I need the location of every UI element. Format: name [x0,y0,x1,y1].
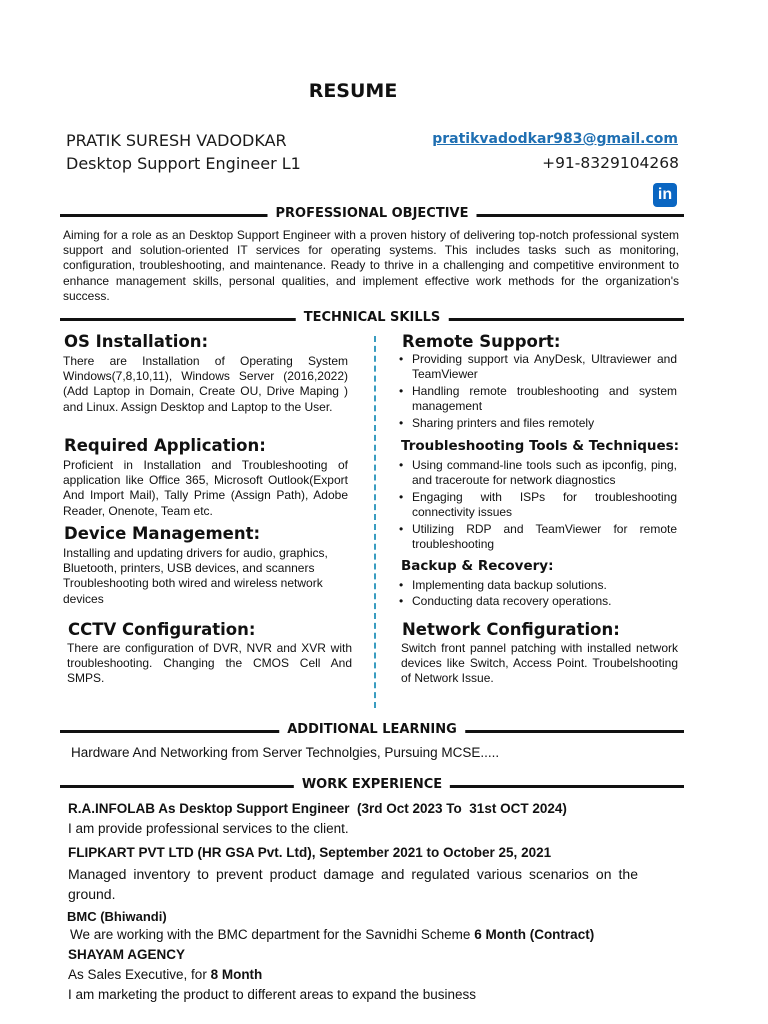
troubleshooting-tools-heading: Troubleshooting Tools & Techniques: [401,438,680,454]
candidate-role: Desktop Support Engineer L1 [66,154,301,173]
job-title-shayam: SHAYAM AGENCY [68,947,186,962]
section-heading: PROFESSIONAL OBJECTIVE [268,206,477,221]
list-item: • Conducting data recovery operations. [398,594,677,609]
job-desc-rainfolab: I am provide professional services to the client. [68,821,349,836]
cctv-configuration-text: There are configuration of DVR, NVR and XVR with troubleshooting. Changing the CMOS Cell And SMPS. [67,641,352,686]
os-installation-heading: OS Installation: [64,332,209,351]
network-configuration-text: Switch front pannel patching with installed network devices like Switch, Access Point. Troubelshooting of Network Issue. [401,641,678,686]
job-title-rainfolab: R.A.INFOLAB As Desktop Support Engineer (3rd Oct 2023 To 31st OCT 2024) [68,801,567,816]
required-application-text: Proficient in Installation and Troubleshooting of application like Office 365, Microsoft Outlook(Export And Import Mail), Tally Prime (Assign Path), Adobe Reader, Onenote, Team etc. [63,458,348,518]
troubleshooting-tools-list [398,458,677,553]
list-item: • Implementing data backup solutions. [398,578,677,593]
job-role-shayam-text: As Sales Executive, for [68,967,211,982]
section-additional-learning [60,723,684,739]
job-duration-bmc: 6 Month (Contract) [474,927,595,942]
list-item: • Engaging with ISPs for troubleshooting connectivity issues [398,490,677,521]
remote-support-heading: Remote Support: [402,332,561,351]
phone-number: +91-8329104268 [542,154,679,172]
job-desc-bmc [70,926,594,944]
email-link[interactable]: pratikvadodkar983@gmail.com [432,131,678,147]
job-title-flipkart [68,844,551,862]
section-technical-skills [60,311,684,327]
section-heading: TECHNICAL SKILLS [296,310,449,325]
required-application-heading: Required Application: [64,436,266,455]
network-configuration-heading: Network Configuration: [402,620,620,639]
job-role-shayam [68,966,262,984]
candidate-name: PRATIK SURESH VADODKAR [66,131,287,150]
job-desc-shayam: I am marketing the product to different areas to expand the business [68,987,476,1002]
additional-learning-text: Hardware And Networking from Server Technolgies, Pursuing MCSE..... [71,745,500,760]
job-company-flipkart: FLIPKART PVT LTD (HR GSA Pvt. Ltd) [68,845,312,860]
cctv-configuration-heading: CCTV Configuration: [68,620,256,639]
column-divider [374,336,376,708]
section-professional-objective [60,207,684,223]
backup-recovery-heading: Backup & Recovery: [401,558,554,574]
job-dates-flipkart: , September 2021 to October 25, 2021 [311,845,552,860]
section-work-experience [60,778,684,794]
os-installation-text: There are Installation of Operating System Windows(7,8,10,11), Windows Server (2016,2022) (Add Laptop in Domain, Create OU, Drive Maping ) and Linux. Assign Desktop and Laptop to the User. [63,354,348,414]
objective-text: Aiming for a role as an Desktop Support Engineer with a proven history of delivering top-notch professional system support and solution-oriented IT services for operating systems. This includes tasks such as monitoring, configuration, troubleshooting, and maintenance. Ready to thrive in a challenging and competitive environment to enhance management skills, personal qualities, and implement effective work methods for the organization's success. [63,228,679,303]
list-item: • Handling remote troubleshooting and system management [398,384,677,415]
linkedin-icon[interactable]: in [653,183,677,207]
section-heading: WORK EXPERIENCE [294,777,450,792]
section-heading: ADDITIONAL LEARNING [279,722,465,737]
backup-recovery-list [398,578,677,611]
job-desc-bmc-text: We are working with the BMC department for the Savnidhi Scheme [70,927,475,942]
resume-title: RESUME [308,80,398,102]
list-item: • Sharing printers and files remotely [398,416,677,431]
list-item: • Utilizing RDP and TeamViewer for remote troubleshooting [398,522,677,553]
remote-support-list [398,352,677,432]
device-management-text: Installing and updating drivers for audio, graphics, Bluetooth, printers, USB devices, and scanners Troubleshooting both wired and wireless network devices [63,546,328,606]
job-title-bmc: BMC (Bhiwandi) [67,909,167,924]
job-desc-flipkart: Managed inventory to prevent product damage and regulated various scenarios on the ground. [68,866,638,902]
job-duration-shayam: 8 Month [210,967,263,982]
device-management-heading: Device Management: [64,524,261,543]
list-item: • Using command-line tools such as ipconfig, ping, and traceroute for network diagnostics [398,458,677,489]
list-item: • Providing support via AnyDesk, Ultraviewer and TeamViewer [398,352,677,383]
